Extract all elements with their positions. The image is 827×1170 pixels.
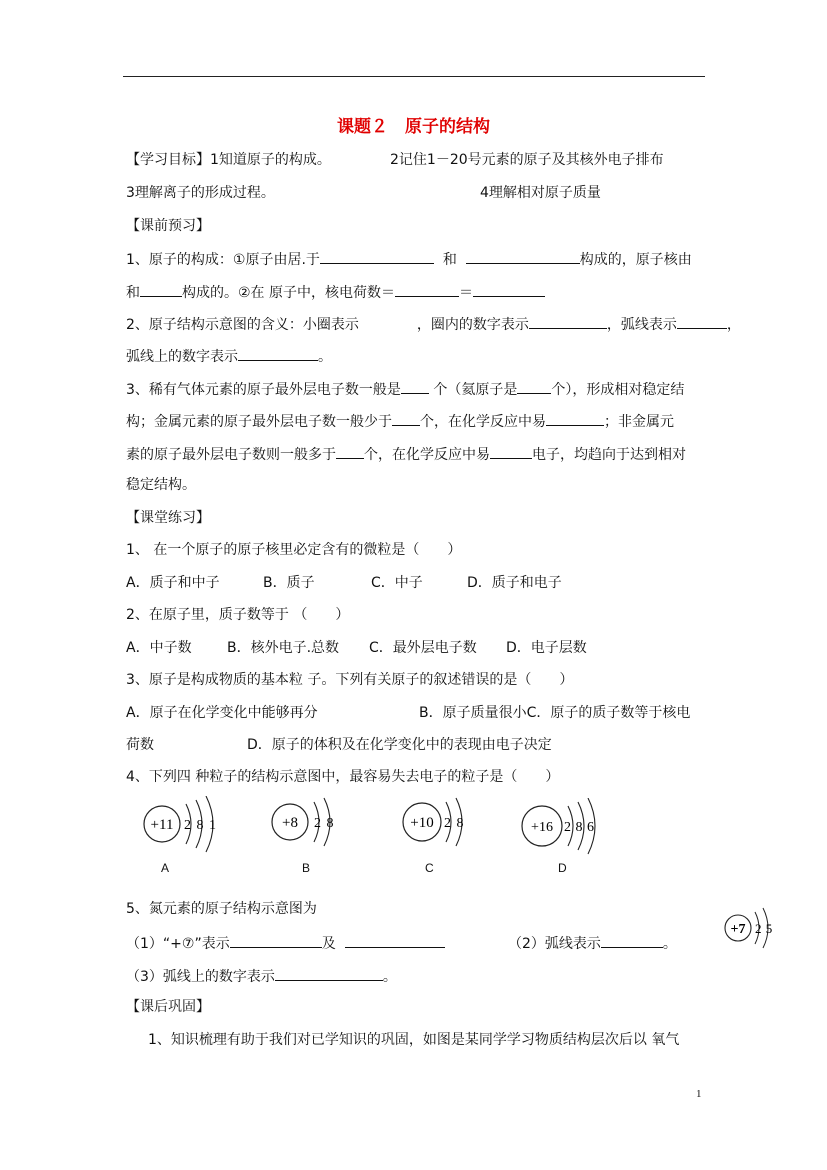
atom-diagram-a xyxy=(140,796,230,854)
q5-3-end: 。 xyxy=(382,969,397,985)
q3-blank-3[interactable] xyxy=(392,411,420,426)
atom-diagram-d xyxy=(518,798,608,856)
q5-3-text: （3）弧线上的数字表示 xyxy=(126,969,275,985)
preview-q2-line1 xyxy=(126,314,741,334)
preview-q3-line2 xyxy=(126,411,674,431)
atom-diagram-a-label: A xyxy=(161,861,170,875)
practice-q1-option-c: C．中子 xyxy=(371,575,423,591)
page-number: 1 xyxy=(696,1088,702,1100)
atom-d-nucleus: +16 xyxy=(531,820,553,835)
atom-a-nucleus: +11 xyxy=(150,817,174,833)
q5-2-end: 。 xyxy=(662,936,677,952)
page-title: 课题２ 原子的结构 xyxy=(337,117,490,137)
after-header: 【课后巩固】 xyxy=(126,999,210,1015)
nitrogen-nucleus: +7 xyxy=(730,922,746,937)
q2-text-a: 2、原子结构示意图的含义：小圈表示 xyxy=(126,317,359,333)
q2-text-c: ，弧线表示 xyxy=(606,317,677,333)
q3-blank-1[interactable] xyxy=(401,379,429,394)
preview-q3-line1 xyxy=(126,379,684,399)
practice-q1: 1、 在一个原子的原子核里必定含有的微粒是（ ） xyxy=(126,542,462,558)
q3-text-i: 电子，均趋向于达到相对 xyxy=(532,447,686,463)
q3-text-f: ；非金属元 xyxy=(604,414,674,430)
atom-diagram-c-label: C xyxy=(425,861,434,875)
q1-blank-5[interactable] xyxy=(473,282,545,297)
q1-blank-4[interactable] xyxy=(395,282,459,297)
practice-q2-option-c: C．最外层电子数 xyxy=(369,640,477,656)
atom-diagram-c xyxy=(398,796,478,854)
q1-text-d: 和 xyxy=(126,285,140,301)
q3-text-c: 个），形成相对稳定结 xyxy=(551,382,685,398)
practice-q5: 5、氮元素的原子结构示意图为 xyxy=(126,901,317,917)
practice-q3: 3、原子是构成物质的基本粒 子。下列有关原子的叙述错误的是（ ） xyxy=(126,672,574,688)
q3-blank-5[interactable] xyxy=(336,444,364,459)
q3-blank-6[interactable] xyxy=(490,444,532,459)
objective-1: 1知道原子的构成。 xyxy=(210,152,331,168)
q3-text-b: 个（氦原子是 xyxy=(433,382,518,398)
practice-q2-option-b: B．核外电子.总数 xyxy=(227,640,340,656)
atom-diagram-b xyxy=(268,796,348,854)
atom-d-shells: 2 8 6 xyxy=(564,820,595,835)
atom-diagram-d-label: D xyxy=(558,861,567,875)
objective-3: 3理解离子的形成过程。 xyxy=(126,185,275,201)
q1-blank-3[interactable] xyxy=(140,282,182,297)
q5-1-text-a: （1）“+⑦”表示 xyxy=(126,936,230,952)
nitrogen-atom-diagram xyxy=(722,906,782,950)
q2-text-e: 弧线上的数字表示 xyxy=(126,349,238,365)
q2-blank-1[interactable] xyxy=(529,314,607,329)
q5-2-text: （2）弧线表示 xyxy=(508,936,601,952)
objectives-line-1 xyxy=(126,151,331,169)
atom-c-nucleus: +10 xyxy=(410,815,434,831)
practice-q4: 4、下列四 种粒子的结构示意图中，最容易失去电子的粒子是（ ） xyxy=(126,769,560,785)
q1-text-a: 1、原子的构成：①原子由居.于 xyxy=(126,252,320,268)
atom-b-nucleus: +8 xyxy=(282,815,298,831)
practice-q1-option-d: D．质子和电子 xyxy=(467,575,562,591)
preview-q3-line3 xyxy=(126,444,686,464)
preview-q2-line2 xyxy=(126,346,332,366)
preview-q1-line1 xyxy=(126,249,692,269)
q2-text-f: 。 xyxy=(318,349,332,365)
practice-q1-option-b: B．质子 xyxy=(263,575,315,591)
q2-blank-3[interactable] xyxy=(238,346,318,361)
objective-4: 4理解相对原子质量 xyxy=(480,185,601,201)
q1-text-b: 和 xyxy=(442,252,457,268)
practice-q3-continued: 荷数 xyxy=(126,737,154,753)
q3-text-d: 构；金属元素的原子最外层电子数一般少于 xyxy=(126,414,392,430)
q5-blank-3[interactable] xyxy=(601,933,663,948)
q5-blank-2[interactable] xyxy=(345,933,445,948)
q5-blank-4[interactable] xyxy=(275,966,383,981)
practice-q5-part1 xyxy=(126,933,445,953)
preview-q3-line4: 稳定结构。 xyxy=(126,477,196,493)
q1-text-c: 构成的，原子核由 xyxy=(579,252,692,268)
practice-q2-option-a: A．中子数 xyxy=(126,640,192,656)
q3-text-e: 个，在化学反应中易 xyxy=(420,414,546,430)
atom-c-shells: 2 8 xyxy=(444,816,465,831)
q1-text-f: ＝ xyxy=(459,285,474,301)
header-rule xyxy=(123,76,705,77)
practice-header: 【课堂练习】 xyxy=(126,510,210,526)
q1-blank-1[interactable] xyxy=(320,249,434,264)
q3-blank-4[interactable] xyxy=(546,411,604,426)
nitrogen-shells: 2 5 xyxy=(755,921,773,936)
q3-text-g: 素的原子最外层电子数则一般多于 xyxy=(126,447,336,463)
q2-text-b: ，圈内的数字表示 xyxy=(416,317,529,333)
q1-text-e: 构成的。②在 原子中，核电荷数＝ xyxy=(182,285,396,301)
q5-blank-1[interactable] xyxy=(230,933,322,948)
practice-q1-option-a: A．质子和中子 xyxy=(126,575,220,591)
practice-q5-part2 xyxy=(508,933,677,953)
q3-blank-2[interactable] xyxy=(517,379,551,394)
preview-q1-line2 xyxy=(126,282,545,302)
practice-q3-option-bc: B．原子质量很小C．原子的质子数等于核电 xyxy=(419,705,691,721)
practice-q3-option-a: A．原子在化学变化中能够再分 xyxy=(126,705,318,721)
practice-q3-option-d: D．原子的体积及在化学变化中的表现由电子决定 xyxy=(247,737,552,753)
objective-2: 2记住1－20号元素的原子及其核外电子排布 xyxy=(390,152,664,168)
preview-header: 【课前预习】 xyxy=(126,218,210,234)
q2-text-d: ， xyxy=(726,317,741,333)
q3-text-a: 3、稀有气体元素的原子最外层电子数一般是 xyxy=(126,382,401,398)
atom-a-shells: 2 8 1 xyxy=(184,818,217,833)
q5-1-text-b: 及 xyxy=(321,936,336,952)
atom-b-shells: 2 8 xyxy=(314,816,335,831)
practice-q2: 2、在原子里，质子数等于 （ ） xyxy=(126,607,350,623)
q2-blank-2[interactable] xyxy=(677,314,727,329)
objectives-label: 【学习目标】 xyxy=(126,152,210,168)
q1-blank-2[interactable] xyxy=(466,249,580,264)
practice-q2-option-d: D．电子层数 xyxy=(506,640,587,656)
practice-q5-part3 xyxy=(126,966,397,986)
after-q1: 1、知识梳理有助于我们对已学知识的巩固，如图是某同学学习物质结构层次后以 氧气 xyxy=(148,1032,680,1048)
atom-diagram-b-label: B xyxy=(302,861,311,875)
q3-text-h: 个，在化学反应中易 xyxy=(364,447,490,463)
